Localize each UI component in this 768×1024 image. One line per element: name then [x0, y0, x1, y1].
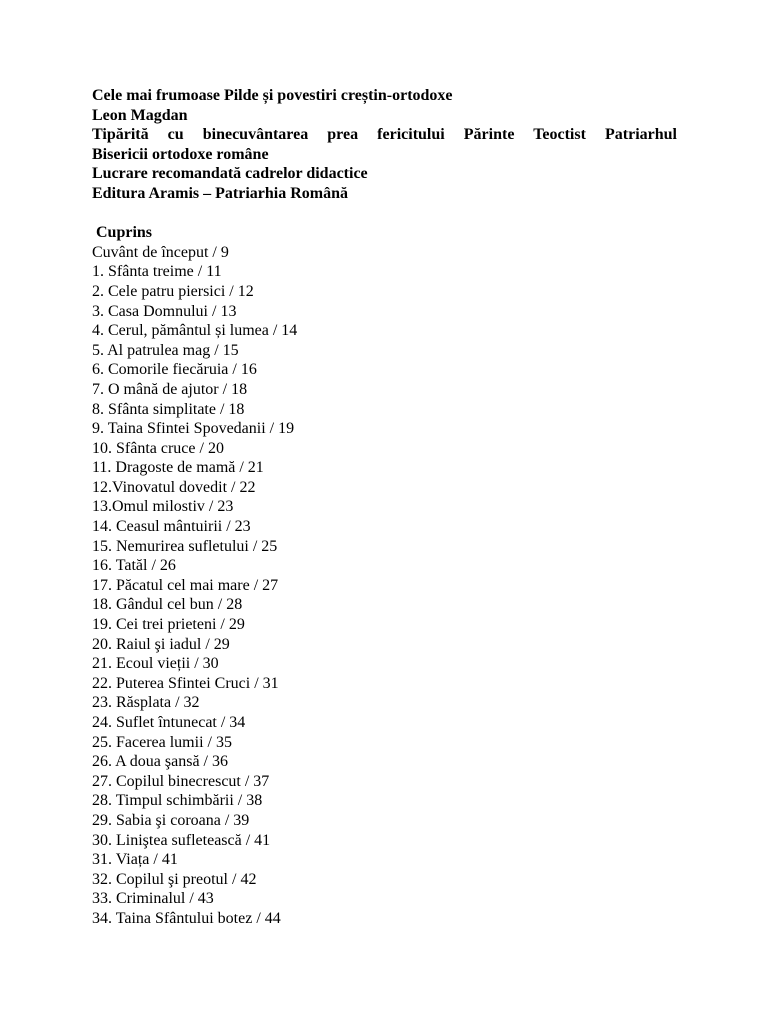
recommendation-line: Lucrare recomandată cadrelor didactice	[92, 165, 368, 183]
contents-item: 6. Comorile fiecăruia / 16	[92, 361, 257, 379]
contents-item: 24. Suflet întunecat / 34	[92, 714, 246, 731]
contents-item: 33. Criminalul / 43	[92, 890, 214, 908]
contents-item: 25. Facerea lumii / 35	[92, 733, 232, 751]
contents-item: 13.Omul milostiv / 23	[92, 498, 234, 516]
contents-item: 1. Sfânta treime / 11	[92, 263, 222, 281]
contents-item: 34. Taina Sfântului botez / 44	[92, 909, 281, 927]
contents-item: 28. Timpul schimbării / 38	[92, 792, 263, 810]
contents-item: 11. Dragoste de mamă / 21	[92, 459, 264, 477]
contents-item: Cuvânt de început / 9	[92, 243, 229, 261]
contents-item: 2. Cele patru piersici / 12	[92, 282, 254, 300]
contents-item: 31. Viața / 41	[92, 851, 178, 869]
contents-item: 29. Sabia şi coroana / 39	[92, 811, 250, 829]
contents-item: 22. Puterea Sfintei Cruci / 31	[92, 674, 279, 692]
contents-item: 8. Sfânta simplitate / 18	[92, 400, 245, 418]
contents-item: 18. Gândul cel bun / 28	[92, 596, 243, 614]
contents-item: 15. Nemurirea sufletului / 25	[92, 537, 278, 555]
contents-item: 10. Sfânta cruce / 20	[92, 439, 224, 457]
contents-item: 4. Cerul, pământul și lumea / 14	[92, 322, 298, 340]
contents-item: 26. A doua şansă / 36	[92, 753, 228, 771]
contents-item: 7. O mână de ajutor / 18	[92, 380, 248, 398]
blessing-line-1: Tipărită cu binecuvântarea prea fericitului Părinte Teoctist Patriarhul	[92, 126, 677, 144]
contents-item: 3. Casa Domnului / 13	[92, 302, 237, 320]
contents-item: 5. Al patrulea mag / 15	[92, 341, 239, 359]
contents-heading: Cuprins	[96, 224, 153, 242]
contents-item: 12.Vinovatul dovedit / 22	[92, 478, 256, 496]
contents-item: 32. Copilul şi preotul / 42	[92, 870, 257, 888]
contents-item: 9. Taina Sfintei Spovedanii / 19	[92, 420, 295, 438]
book-header	[92, 86, 677, 204]
book-title: Cele mai frumoase Pilde și povestiri creștin-ortodoxe	[92, 87, 453, 104]
contents-item: 20. Raiul şi iadul / 29	[92, 635, 230, 653]
contents-item: 19. Cei trei prieteni / 29	[92, 616, 245, 634]
publisher-line: Editura Aramis – Patriarhia Română	[92, 184, 348, 202]
section-spacer	[92, 204, 677, 224]
contents-item: 16. Tatăl / 26	[92, 557, 176, 575]
document-page	[92, 86, 677, 929]
contents-item: 23. Răsplata / 32	[92, 694, 200, 712]
contents-item: 30. Liniştea sufletească / 41	[92, 831, 271, 849]
contents-item: 14. Ceasul mântuirii / 23	[92, 518, 251, 536]
table-of-contents	[92, 223, 677, 928]
contents-list	[92, 243, 677, 929]
contents-item: 17. Păcatul cel mai mare / 27	[92, 576, 279, 594]
contents-item: 21. Ecoul vieții / 30	[92, 655, 219, 673]
contents-item: 27. Copilul binecrescut / 37	[92, 772, 270, 790]
blessing-line-2: Bisericii ortodoxe române	[92, 145, 269, 163]
book-author: Leon Magdan	[92, 106, 188, 124]
